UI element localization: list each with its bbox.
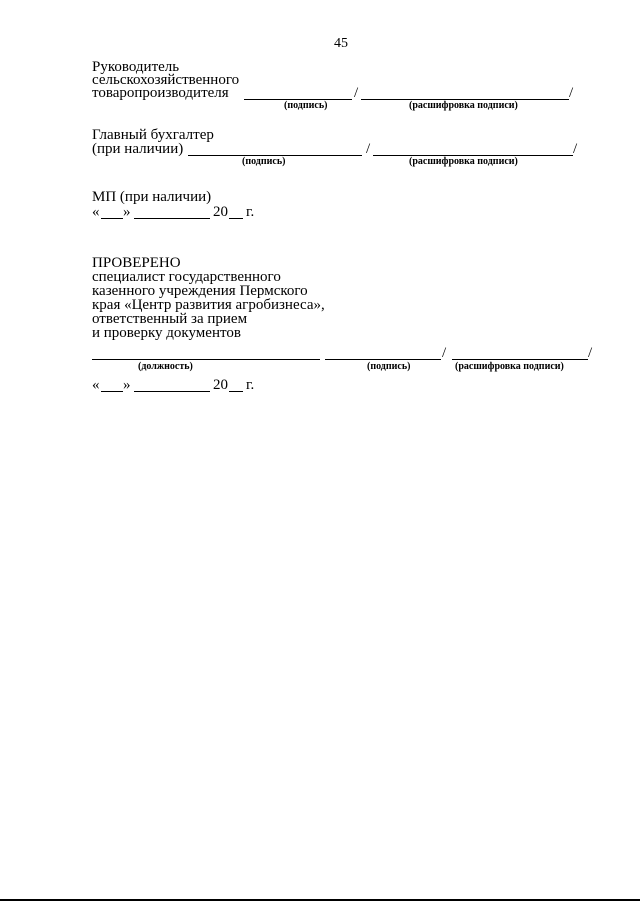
head-slash-1: / [354, 85, 359, 101]
accountant-caption-decode: (расшифровка подписи) [409, 156, 518, 167]
accountant-title-line2: (при наличии) [92, 141, 184, 157]
accountant-slash-2: / [573, 141, 578, 157]
stamp-year-suffix: г. [246, 204, 255, 220]
stamp-open-quote: « [92, 204, 100, 220]
checked-year-prefix: 20 [213, 377, 228, 393]
checked-position-line [92, 359, 320, 360]
checked-decode-line [452, 359, 588, 360]
checked-year-line [229, 391, 243, 392]
checked-line2: казенного учреждения Пермского [92, 283, 308, 299]
checked-signature-line [325, 359, 441, 360]
accountant-slash-1: / [366, 141, 371, 157]
checked-caption-position: (должность) [138, 361, 193, 372]
checked-slash-1: / [442, 345, 447, 361]
head-caption-signature: (подпись) [284, 100, 328, 111]
checked-day-line [101, 391, 123, 392]
checked-caption-signature: (подпись) [367, 361, 411, 372]
head-slash-2: / [569, 85, 574, 101]
checked-caption-decode: (расшифровка подписи) [455, 361, 564, 372]
accountant-caption-signature: (подпись) [242, 156, 286, 167]
stamp-year-line [229, 218, 243, 219]
stamp-year-prefix: 20 [213, 204, 228, 220]
checked-month-line [134, 391, 210, 392]
head-title-line2: сельскохозяйственного [92, 72, 240, 88]
checked-heading: ПРОВЕРЕНО [92, 255, 181, 271]
head-title-line1: Руководитель [92, 59, 180, 75]
head-caption-decode: (расшифровка подписи) [409, 100, 518, 111]
stamp-label: МП (при наличии) [92, 189, 212, 205]
checked-close-quote: » [123, 377, 131, 393]
checked-open-quote: « [92, 377, 100, 393]
checked-line1: специалист государственного [92, 269, 281, 285]
checked-slash-2: / [588, 345, 593, 361]
checked-line5: и проверку документов [92, 325, 241, 341]
stamp-month-line [134, 218, 210, 219]
checked-year-suffix: г. [246, 377, 255, 393]
accountant-title-line1: Главный бухгалтер [92, 127, 214, 143]
checked-line4: ответственный за прием [92, 311, 248, 327]
head-title-line3: товаропроизводителя [92, 85, 229, 101]
page-number: 45 [334, 36, 348, 51]
stamp-day-line [101, 218, 123, 219]
stamp-close-quote: » [123, 204, 131, 220]
checked-line3: края «Центр развития агробизнеса», [92, 297, 325, 313]
page-bottom-edge [0, 899, 640, 901]
